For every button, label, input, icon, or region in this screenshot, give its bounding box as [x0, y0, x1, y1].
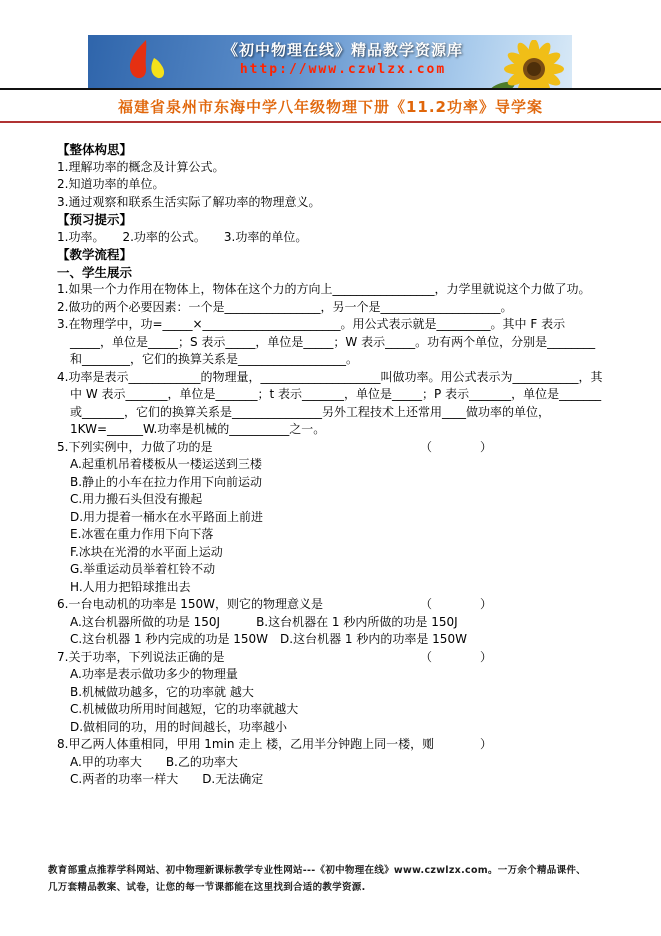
option-line: C.用力搬石头但没有搬起 — [70, 492, 203, 506]
answer-bracket: （ ） — [420, 597, 493, 611]
question-line: 7.关于功率，下列说法正确的是 （ ） — [57, 649, 607, 667]
option-line: D.做相同的功，用的时间越长，功率越小 — [70, 719, 288, 734]
answer-bracket: （ ） — [420, 737, 493, 751]
option-line: H.人用力把铅球推出去 — [70, 579, 191, 594]
option-line: F.冰块在光滑的水平面上运动 — [70, 544, 223, 559]
page-footer — [48, 862, 638, 896]
page-title: 福建省泉州市东海中学八年级物理下册《11.2功率》导学案 — [117, 98, 543, 116]
text-line: 3.通过观察和联系生活实际了解功率的物理意义。 — [57, 194, 321, 209]
divider-black — [0, 88, 661, 90]
text-line: 1.理解功率的概念及计算公式。 — [57, 159, 225, 174]
option-line: C.这台机器 1 秒内完成的功是 150W D.这台机器 1 秒内的功率是 150W — [70, 632, 467, 646]
option-line: A.起重机吊着楼板从一楼运送到三楼 — [70, 457, 262, 471]
question-line: 6.一台电动机的功率是 150W，则它的物理意义是 （ ） — [57, 596, 607, 614]
section-heading: 【教学流程】 — [57, 247, 133, 262]
answer-bracket: （ ） — [420, 439, 493, 454]
footer-line: 教育部重点推荐学科网站、初中物理新课标教学专业性网站---《初中物理在线》www.czwlzx.com。一万余个精品课件、 — [48, 865, 586, 876]
footer-line: 几万套精品教案、试卷，让您的每一节课都能在这里找到合适的教学资源. — [48, 882, 366, 893]
option-line: G.举重运动员举着杠铃不动 — [70, 562, 216, 576]
divider-red — [0, 121, 661, 123]
option-line: A.功率是表示做功多少的物理量 — [70, 667, 238, 681]
option-line: C.机械做功所用时间越短，它的功率就越大 — [70, 702, 299, 716]
question-line: 4.功率是表示____________的物理量，____________________叫做功率。用公式表示为___________，其中 W 表示_______，单位是_______；t 表示_______，单位是_____；P 表示_______，单位是_______或_______，它们的换算关系是_______________另外工程技术上还常用____做功率的单位，1KW=______W.功率是机械的__________之一。 — [57, 369, 603, 436]
option-line: D.用力提着一桶水在水平路面上前进 — [70, 509, 264, 524]
option-line: C.两者的功率一样大 D.无法确定 — [70, 772, 264, 786]
option-line: B.静止的小车在拉力作用下向前运动 — [70, 474, 263, 489]
text-line: 2.知道功率的单位。 — [57, 177, 165, 191]
document-body — [57, 141, 607, 789]
site-logo-icon — [116, 38, 186, 84]
option-line: E.冰雹在重力作用下向下落 — [70, 527, 214, 541]
banner-site-url[interactable]: http://www.czwlzx.com — [239, 62, 447, 77]
question-line: 1.如果一个力作用在物体上，物体在这个力的方向上_________________，力学里就说这个力做了功。 — [57, 282, 591, 296]
banner-site-title: 《初中物理在线》精品教学资源库 — [222, 41, 463, 59]
site-banner — [88, 35, 572, 88]
question-line: 3.在物理学中，功=_____×_______________________。用公式表示就是_________。其中 F 表示_____，单位是_____；S 表示_____，单位是_____；W 表示_____。功有两个单位，分别是________和________，它们的换算关系是__________________。 — [57, 317, 596, 366]
question-line: 5.下列实例中，力做了功的是 （ ） — [57, 439, 607, 457]
section-heading: 【整体构思】 — [57, 142, 133, 157]
sunflower-icon — [480, 40, 572, 88]
option-line: B.机械做功越多，它的功率就 越大 — [70, 684, 254, 699]
section-heading: 一、学生展示 — [57, 264, 133, 280]
banner-text-block — [193, 39, 493, 77]
option-line: A.这台机器所做的功是 150J B.这台机器在 1 秒内所做的功是 150J — [70, 614, 458, 629]
section-heading: 【预习提示】 — [57, 212, 133, 227]
question-line: 8.甲乙两人体重相同，甲用 1min 走上 楼，乙用半分钟跑上同一楼，则 （ ） — [57, 736, 607, 754]
answer-bracket: （ ） — [420, 649, 493, 664]
question-line: 2.做功的两个必要因素：一个是________________，另一个是____________________。 — [57, 299, 513, 314]
text-line: 1.功率。 2.功率的公式。 3.功率的单位。 — [57, 229, 308, 244]
option-line: A.甲的功率大 B.乙的功率大 — [70, 754, 238, 769]
